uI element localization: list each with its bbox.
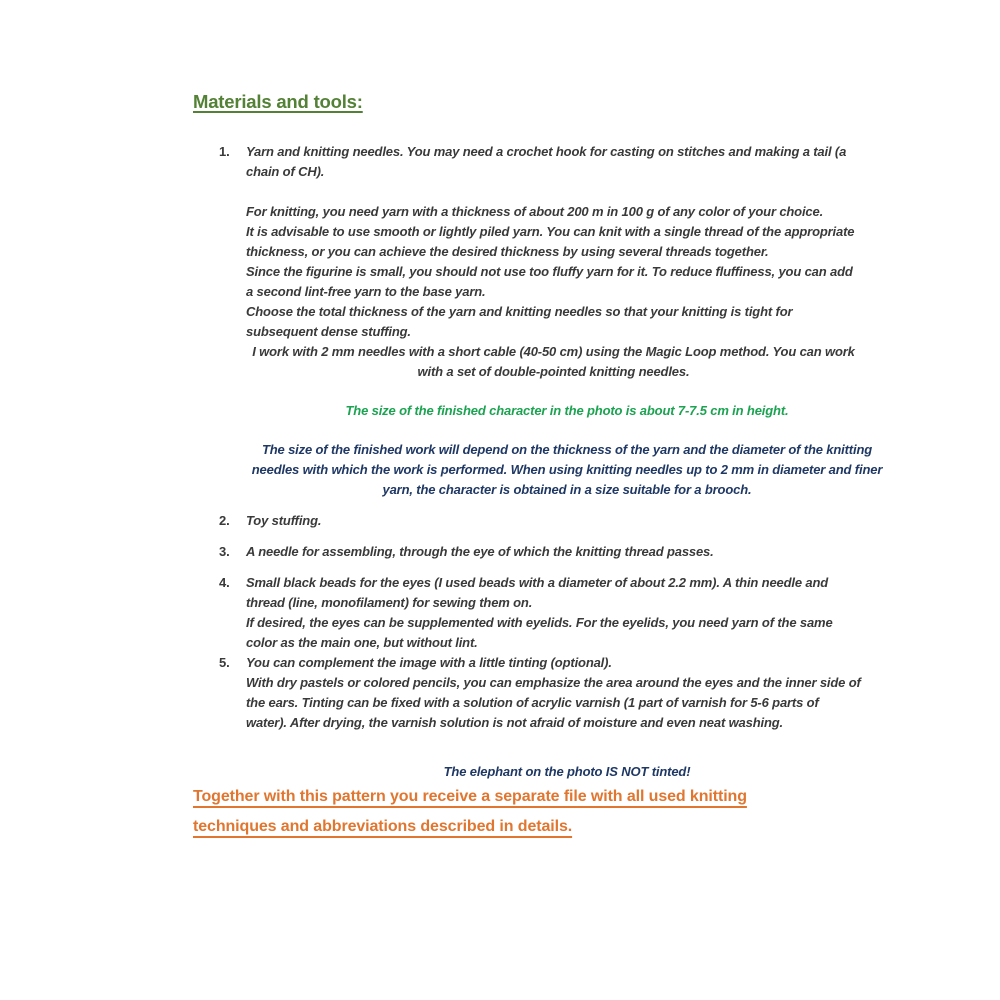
list-item-2-body <box>246 511 861 531</box>
paragraph: Since the figurine is small, you should not use too fluffy yarn for it. To reduce fluffiness, you can add a second lint-free yarn to the base yarn. <box>246 264 853 299</box>
list-item-1-body <box>246 142 861 382</box>
paragraph: I work with 2 mm needles with a short cable (40-50 cm) using the Magic Loop method. You can work with a set of double-pointed knitting needles. <box>252 344 855 379</box>
list-item-3 <box>219 542 861 562</box>
list-number-1: 1. <box>219 144 230 159</box>
elephant-note: The elephant on the photo IS NOT tinted! <box>443 764 691 779</box>
size-note-green: The size of the finished character in the photo is about 7-7.5 cm in height. <box>345 403 789 418</box>
list-item-5 <box>219 653 861 733</box>
paragraph: Choose the total thickness of the yarn and knitting needles so that your knitting is tight for subsequent dense stuffing. <box>246 304 793 339</box>
paragraph: Yarn and knitting needles. You may need a crochet hook for casting on stitches and making a tail (a chain of CH). <box>246 144 847 179</box>
blank-line <box>246 182 861 202</box>
paragraph: You can complement the image with a little tinting (optional). <box>246 655 612 670</box>
list-item-5-body <box>246 653 861 733</box>
footer-link-heading: Together with this pattern you receive a separate file with all used knitting techniques and abbreviations described in details. <box>193 788 747 835</box>
paragraph: A needle for assembling, through the eye of which the knitting thread passes. <box>246 544 714 559</box>
paragraph: If desired, the eyes can be supplemented with eyelids. For the eyelids, you need yarn of the same color as the main one, but without lint. <box>246 615 833 650</box>
size-note-blue: The size of the finished work will depend on the thickness of the yarn and the diameter of the knitting needles with which the work is performed. When using knitting needles up to 2 mm in diameter and finer yarn, the character is obtained in a size suitable for a brooch. <box>251 442 883 497</box>
page-title: Materials and tools: <box>193 91 363 112</box>
list-item-4 <box>219 573 861 653</box>
list-number-4: 4. <box>219 575 230 590</box>
list-number-3: 3. <box>219 544 230 559</box>
paragraph: Toy stuffing. <box>246 513 322 528</box>
document-content <box>193 142 883 842</box>
paragraph: Small black beads for the eyes (I used beads with a diameter of about 2.2 mm). A thin needle and thread (line, monofilament) for sewing them on. <box>246 575 829 610</box>
list-item-1 <box>219 142 861 382</box>
list-number-5: 5. <box>219 655 230 670</box>
list-item-3-body <box>246 542 861 562</box>
paragraph: With dry pastels or colored pencils, you can emphasize the area around the eyes and the inner side of the ears. Tinting can be fixed with a solution of acrylic varnish (1 part of varnish for 5-6 parts of water). After drying, the varnish solution is not afraid of moisture and even neat washing. <box>246 675 861 730</box>
paragraph: It is advisable to use smooth or lightly piled yarn. You can knit with a single thread of the appropriate thickness, or you can achieve the desired thickness by using several threads together. <box>246 224 855 259</box>
list-item-4-body <box>246 573 861 653</box>
paragraph: For knitting, you need yarn with a thickness of about 200 m in 100 g of any color of your choice. <box>246 204 824 219</box>
list-item-2 <box>219 511 861 531</box>
list-number-2: 2. <box>219 513 230 528</box>
